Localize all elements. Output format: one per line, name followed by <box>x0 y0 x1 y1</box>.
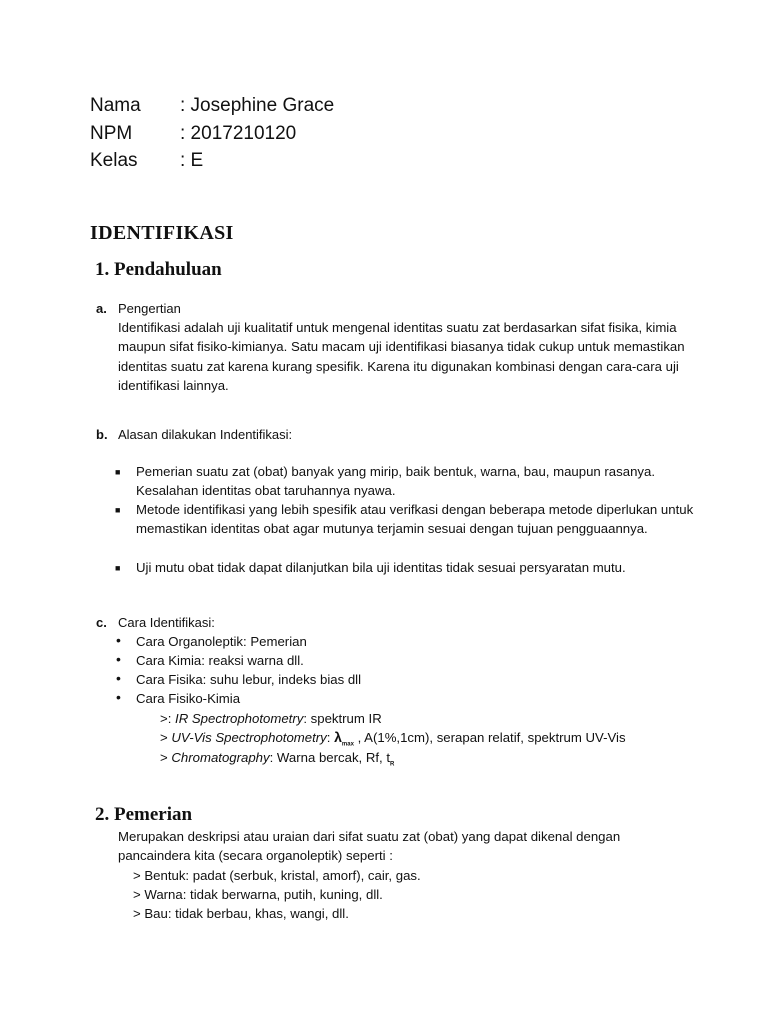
round-bullet-icon: • <box>116 651 121 667</box>
list-item: Cara Kimia: reaksi warna dll. <box>136 653 304 668</box>
list-item: Metode identifikasi yang lebih spesifik atau verifkasi dengan beberapa metode diperlukan untuk memastikan identitas obat agar mutunya terjamin sesuai dengan tujuan pengguaannya. <box>136 502 694 537</box>
square-bullet-icon: ■ <box>115 563 121 573</box>
chrom-technique-line <box>160 748 394 775</box>
list-item: Uji mutu obat tidak dapat dilanjutkan bila uji identitas tidak sesuai persyaratan mutu. <box>136 560 626 575</box>
list-item: Pemerian suatu zat (obat) banyak yang mirip, baik bentuk, warna, bau, maupun rasanya. Kesalahan identitas obat taruhannya nyawa. <box>136 464 656 499</box>
npm-row <box>90 121 296 147</box>
square-bullet-icon: ■ <box>115 505 121 515</box>
chrom-detail: : Warna bercak, Rf, t <box>269 750 391 765</box>
kelas-value: : E <box>180 150 204 171</box>
uv-detail: , A(1%,1cm), serapan relatif, spektrum UV-Vis <box>353 730 626 745</box>
nama-label: Nama <box>90 95 141 116</box>
round-bullet-icon: • <box>116 689 121 705</box>
section-1-heading: 1. Pendahuluan <box>95 259 222 280</box>
square-bullet-icon: ■ <box>115 467 121 477</box>
lambda-subscript: max <box>341 741 354 748</box>
sub-a-paragraph: Identifikasi adalah uji kualitatif untuk mengenal identitas suatu zat berdasarkan sifat fisika, kimia maupun sifat fisiko-kimianya. Satu macam uji identifikasi biasanya tidak cukup untuk memastikan identitas suatu zat karena kurang spesifik. Karena itu digunakan kombinasi dengan cara-cara uji identifikasi lainnya. <box>118 320 685 393</box>
npm-label: NPM <box>90 123 133 144</box>
sub-c-title: Cara Identifikasi: <box>118 615 215 630</box>
uv-name: UV-Vis Spectrophotometry <box>171 730 327 745</box>
npm-value: : 2017210120 <box>180 123 297 144</box>
kelas-label: Kelas <box>90 150 138 171</box>
section-2-paragraph: Merupakan deskripsi atau uraian dari sifat suatu zat (obat) yang dapat dikenal dengan pancaindera kita (secara organoleptik) seperti : <box>118 829 621 864</box>
lambda-symbol: λ <box>334 729 342 745</box>
nama-row <box>90 93 334 119</box>
nama-value: : Josephine Grace <box>180 95 335 116</box>
arrow-prefix: > <box>160 750 172 765</box>
list-item: Cara Fisiko-Kimia <box>136 691 241 706</box>
tr-subscript: R <box>390 761 395 768</box>
kelas-row <box>90 148 203 174</box>
ir-detail: : spektrum IR <box>303 711 382 726</box>
page-title: IDENTIFIKASI <box>90 222 234 244</box>
arrow-prefix: >: <box>160 711 176 726</box>
list-item: Cara Organoleptik: Pemerian <box>136 634 307 649</box>
ir-name: IR Spectrophotometry <box>175 711 304 726</box>
list-item: Cara Fisika: suhu lebur, indeks bias dll <box>136 672 362 687</box>
arrow-prefix: > <box>160 730 172 745</box>
sub-c-letter: c. <box>96 615 107 630</box>
round-bullet-icon: • <box>116 670 121 686</box>
list-item: > Bau: tidak berbau, khas, wangi, dll. <box>133 906 349 921</box>
section-2-heading: 2. Pemerian <box>95 804 193 825</box>
ir-technique-line <box>160 709 382 728</box>
list-item: > Warna: tidak berwarna, putih, kuning, dll. <box>133 887 383 902</box>
sub-b-title: Alasan dilakukan Indentifikasi: <box>118 427 293 442</box>
sub-b-letter: b. <box>96 427 108 442</box>
sub-a-letter: a. <box>96 301 107 316</box>
list-item: > Bentuk: padat (serbuk, kristal, amorf), cair, gas. <box>133 868 421 883</box>
chrom-name: Chromatography <box>171 750 270 765</box>
uv-colon: : <box>326 730 335 745</box>
sub-a-title: Pengertian <box>118 301 181 316</box>
round-bullet-icon: • <box>116 632 121 648</box>
